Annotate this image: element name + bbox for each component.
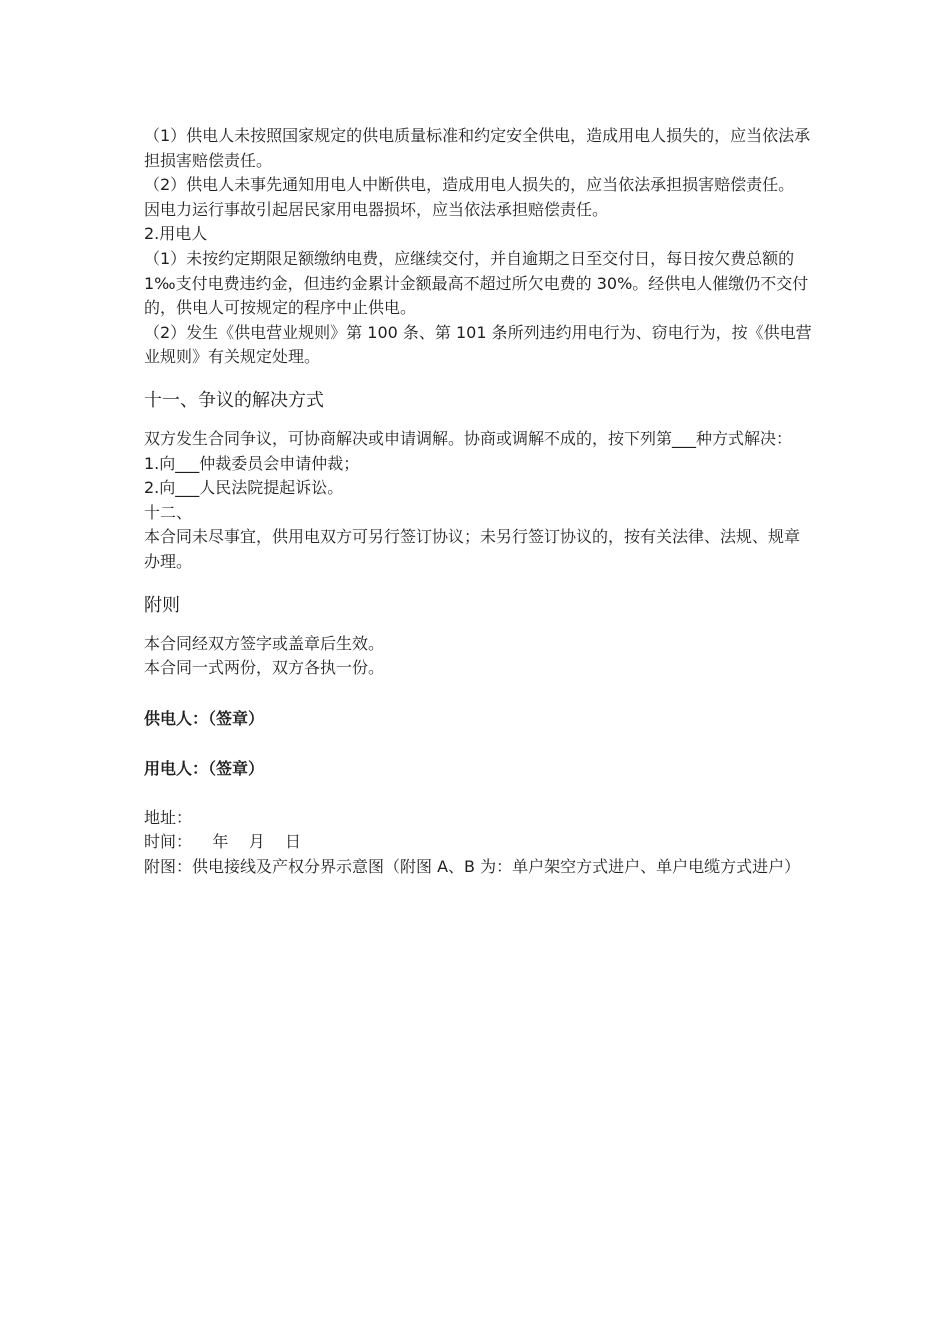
time-field: 时间： 年 月 日 (144, 832, 302, 852)
document-page (144, 124, 814, 879)
article-twelve-title: 十二、 (144, 502, 193, 522)
appendix-line-2: 本合同一式两份，双方各执一份。 (144, 658, 385, 678)
article-twelve-text: 本合同未尽事宜，供用电双方可另行签订协议；未另行签订协议的，按有关法律、法规、规章办理。 (144, 527, 801, 571)
user-liability-title: 2.用电人 (144, 224, 208, 244)
supplier-liability-item-1: （1）供电人未按照国家规定的供电质量标准和约定安全供电，造成用电人损失的，应当依法承担损害赔偿责任。 (144, 126, 811, 170)
address-field: 地址： (144, 807, 193, 827)
supplier-liability-item-3: 因电力运行事故引起居民家用电器损坏，应当依法承担赔偿责任。 (144, 199, 609, 219)
dispute-heading: 十一、争议的解决方式 (144, 389, 324, 411)
dispute-line-3: 2.向___人民法院提起诉讼。 (144, 478, 344, 498)
user-signature: 用电人：（签章） (144, 758, 265, 778)
user-liability-item-1: （1）未按约定期限足额缴纳电费，应继续交付，并自逾期之日至交付日，每日按欠费总额的 1‰支付电费违约金，但违约金累计金额最高不超过所欠电费的 30%。经供电人催缴仍不交付的，供电人可按规定的程序中止供电。 (144, 248, 809, 318)
supplier-liability-item-2: （2）供电人未事先通知用电人中断供电，造成用电人损失的，应当依法承担损害赔偿责任。 (144, 175, 795, 195)
appendix-line-1: 本合同经双方签字或盖章后生效。 (144, 633, 385, 653)
supplier-signature: 供电人：（签章） (144, 708, 265, 728)
figure-caption: 附图：供电接线及产权分界示意图（附图 A、B 为：单户架空方式进户、单户电缆方式进户） (144, 856, 801, 876)
dispute-line-1: 双方发生合同争议，可协商解决或申请调解。协商或调解不成的，按下列第___种方式解决： (144, 428, 793, 448)
dispute-line-2: 1.向___仲裁委员会申请仲裁； (144, 453, 360, 473)
user-liability-item-2: （2）发生《供电营业规则》第 100 条、第 101 条所列违约用电行为、窃电行为，按《供电营业规则》有关规定处理。 (144, 322, 812, 367)
appendix-heading: 附则 (144, 594, 180, 616)
